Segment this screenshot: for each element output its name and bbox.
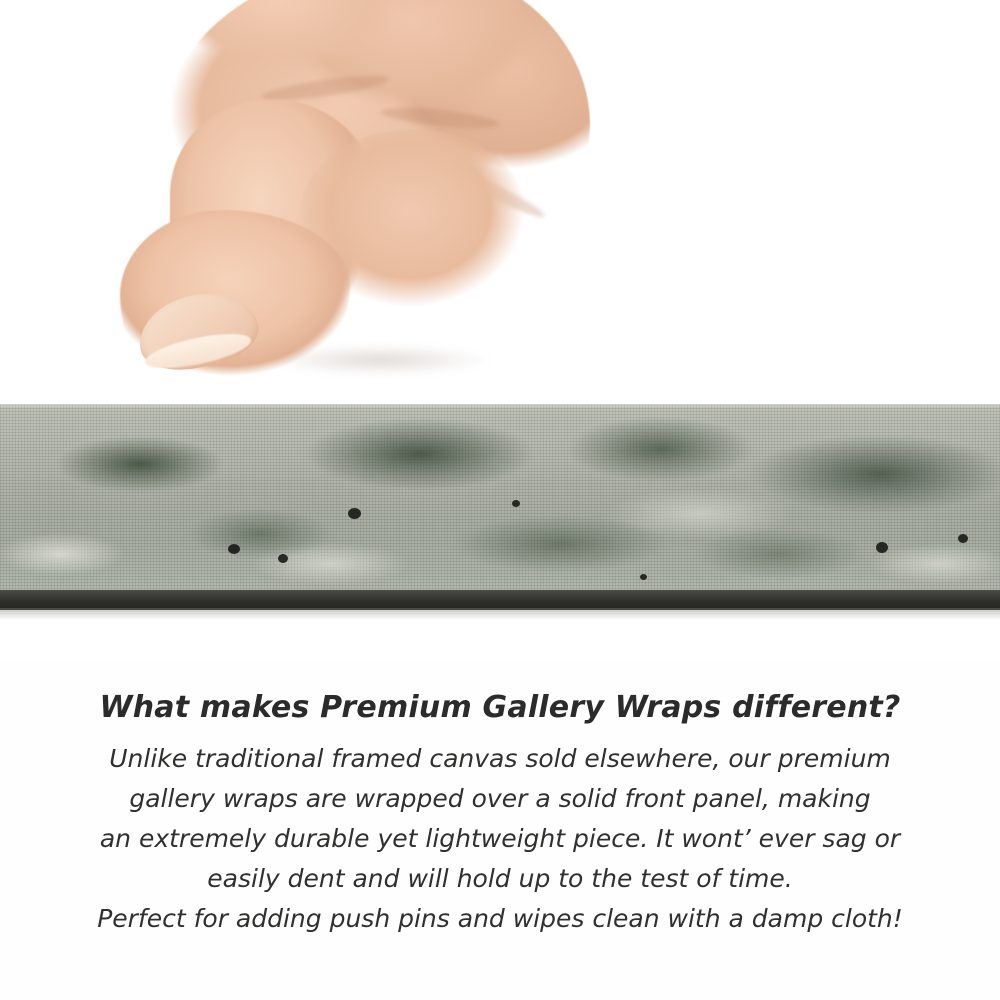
hand-shadow — [230, 340, 530, 380]
hand-illustration — [110, 0, 610, 430]
caption-block — [0, 690, 1000, 939]
canvas-speck — [278, 554, 288, 563]
caption-line: easily dent and will hold up to the test of time. — [207, 864, 793, 893]
canvas-speck — [958, 534, 968, 543]
caption-title: What makes Premium Gallery Wraps different? — [99, 690, 901, 725]
canvas-edge-side — [0, 590, 1000, 610]
canvas-top-highlight — [0, 404, 1000, 408]
caption-line: Unlike traditional framed canvas sold elsewhere, our premium — [109, 744, 891, 773]
canvas-printed-surface — [0, 404, 1000, 592]
canvas-edge-strip — [0, 404, 1000, 620]
caption-line: gallery wraps are wrapped over a solid front panel, making — [129, 784, 871, 813]
canvas-speck — [348, 508, 361, 519]
canvas-speck — [228, 544, 240, 554]
canvas-speck — [876, 542, 888, 553]
caption-line: an extremely durable yet lightweight piece. It wont’ ever sag or — [99, 824, 901, 853]
canvas-drop-shadow — [0, 608, 1000, 620]
caption-line: Perfect for adding push pins and wipes clean with a damp cloth! — [97, 904, 903, 933]
canvas-speck — [512, 500, 520, 507]
canvas-speck — [640, 574, 647, 580]
